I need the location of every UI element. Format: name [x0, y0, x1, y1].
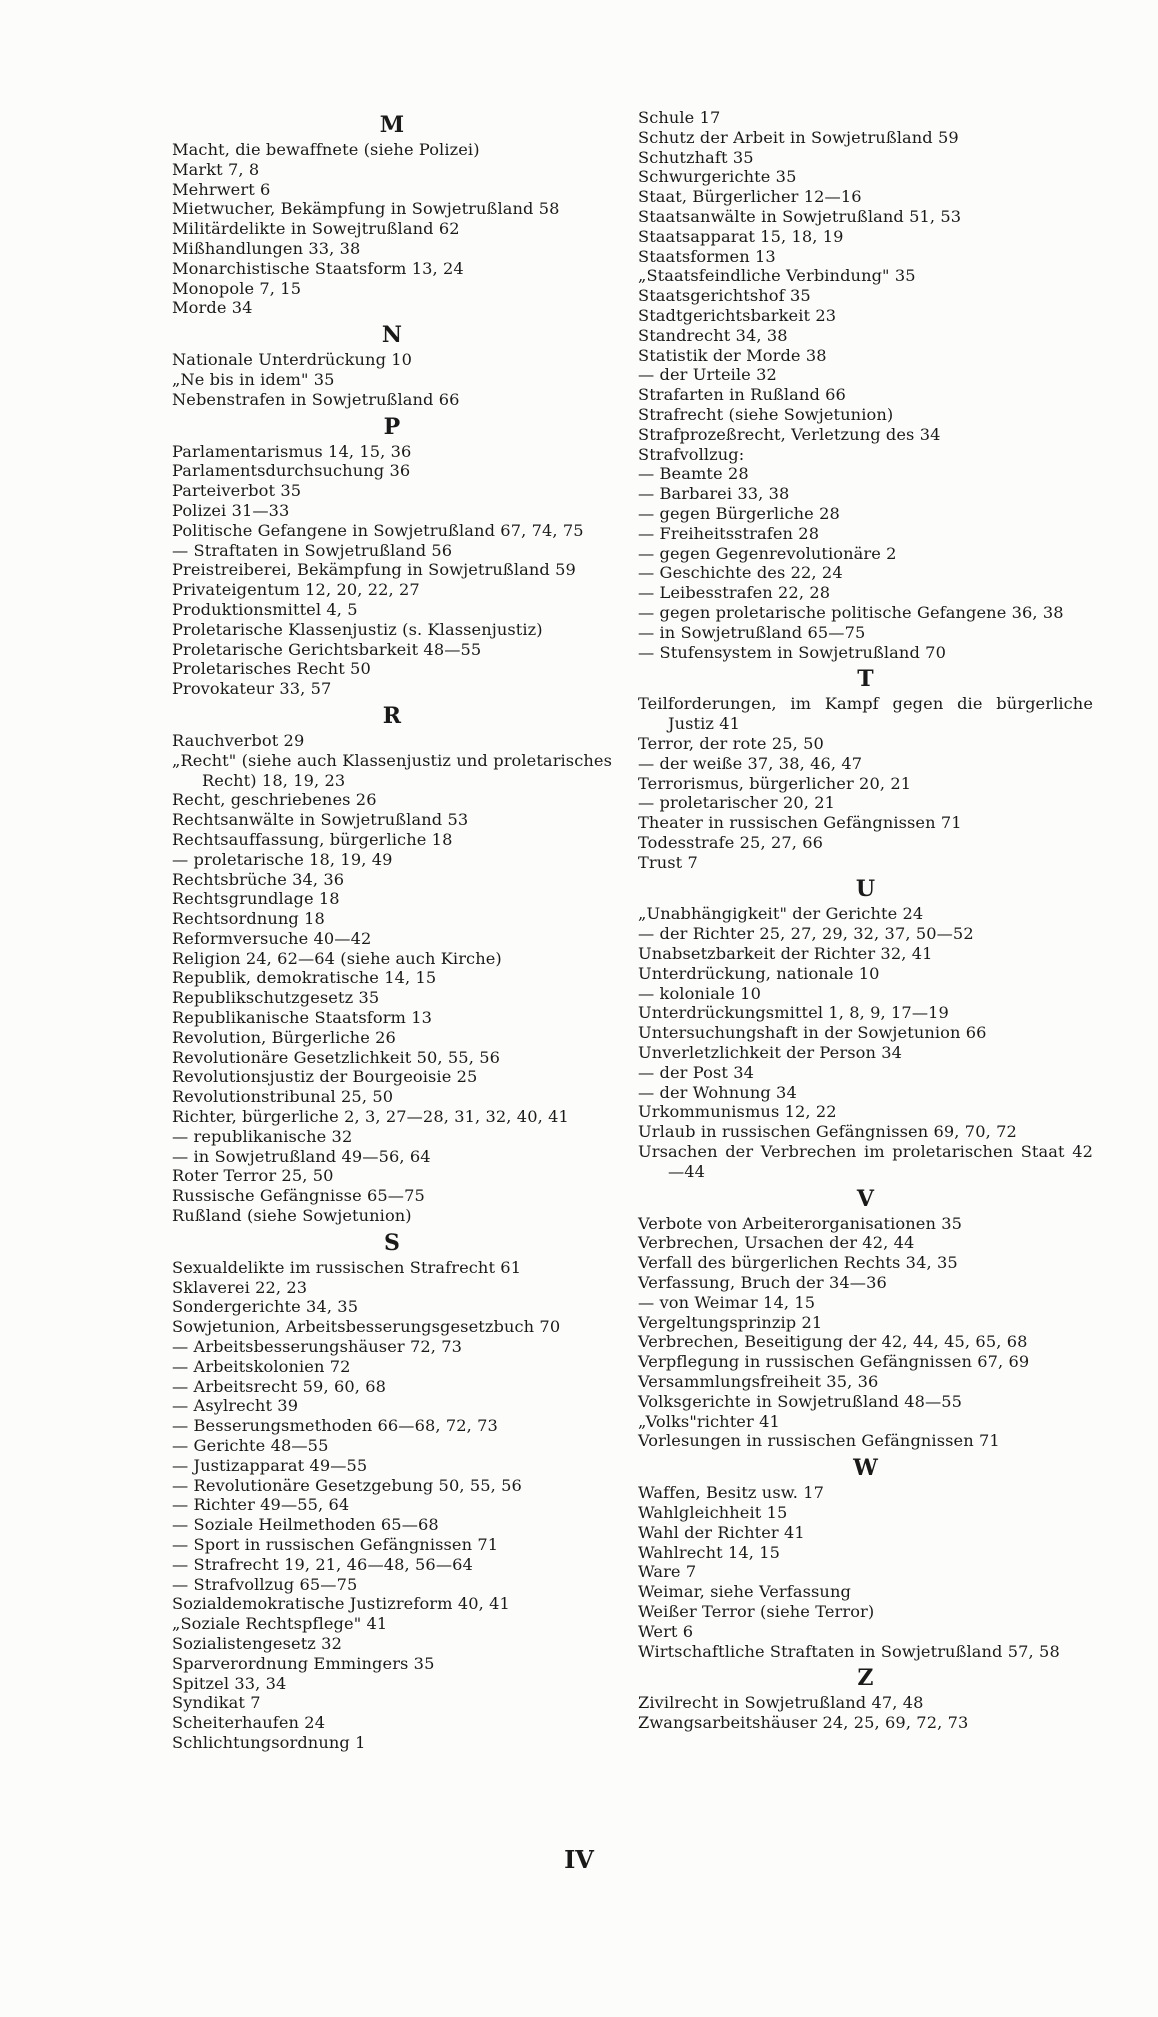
index-entry: Republikschutzgesetz 35: [172, 988, 380, 1008]
section-letter-heading: R: [382, 702, 402, 729]
index-entry: Parteiverbot 35: [172, 481, 302, 501]
index-entry: Ursachen der Verbrechen im proletarischen Staat 42—44: [638, 1142, 1093, 1181]
index-entry: — von Weimar 14, 15: [638, 1292, 816, 1312]
section-letter-heading: N: [381, 322, 403, 349]
index-entry: Rauchverbot 29: [172, 730, 305, 750]
index-entry: Sklaverei 22, 23: [172, 1277, 308, 1297]
index-entry: „Recht" (siehe auch Klassenjustiz und proletarisches Recht) 18, 19, 23: [172, 750, 612, 790]
index-entry: — Revolutionäre Gesetzgebung 50, 55, 56: [172, 1475, 522, 1495]
index-entry: Untersuchungshaft in der Sowjetunion 66: [638, 1023, 987, 1043]
index-entry: Russische Gefängnisse 65—75: [172, 1186, 425, 1206]
index-entry: Recht, geschriebenes 26: [172, 790, 377, 810]
index-entry: Terror, der rote 25, 50: [638, 733, 824, 753]
index-entry: Verfall des bürgerlichen Rechts 34, 35: [638, 1253, 958, 1273]
index-entry: — in Sowjetrußland 49—56, 64: [172, 1146, 431, 1166]
index-entry: Rechtsanwälte in Sowjetrußland 53: [172, 810, 469, 830]
index-entry: — Asylrecht 39: [172, 1396, 299, 1416]
index-entry: „Volks"richter 41: [638, 1411, 780, 1431]
index-entry: — gegen proletarische politische Gefangene 36, 38: [638, 602, 1064, 622]
index-entry: — der Wohnung 34: [638, 1082, 797, 1102]
index-entry: — proletarische 18, 19, 49: [172, 849, 393, 869]
index-entry: Staatsapparat 15, 18, 19: [638, 226, 844, 246]
index-entry: Unterdrückungsmittel 1, 8, 9, 17—19: [638, 1003, 949, 1023]
index-entry: Todesstrafe 25, 27, 66: [638, 832, 824, 852]
index-entry: Republikanische Staatsform 13: [172, 1008, 433, 1028]
index-entry: — Stufensystem in Sowjetrußland 70: [638, 642, 946, 662]
index-entry: Republik, demokratische 14, 15: [172, 968, 437, 988]
index-entry: Preistreiberei, Bekämpfung in Sowjetrußland 59: [172, 560, 576, 580]
index-entry: Rechtsauffassung, bürgerliche 18: [172, 829, 453, 849]
index-entry: Verfassung, Bruch der 34—36: [638, 1273, 887, 1293]
index-entry: Macht, die bewaffnete (siehe Polizei): [172, 140, 480, 159]
index-entry: Waffen, Besitz usw. 17: [638, 1483, 825, 1503]
index-entry: Staat, Bürgerlicher 12—16: [638, 187, 862, 207]
index-entry: Reformversuche 40—42: [172, 928, 372, 948]
index-entry: Statistik der Morde 38: [638, 345, 827, 365]
index-entry: Politische Gefangene in Sowjetrußland 67, 74, 75: [172, 520, 584, 540]
index-entry: Schutzhaft 35: [638, 147, 754, 167]
index-section: [172, 701, 612, 1226]
index-section: [172, 110, 612, 318]
index-column-right: [638, 108, 1093, 1733]
index-entry: — Arbeitskolonien 72: [172, 1356, 351, 1376]
index-entry: Roter Terror 25, 50: [172, 1166, 334, 1186]
index-entry: — Arbeitsrecht 59, 60, 68: [172, 1376, 387, 1396]
index-entry: Mietwucher, Bekämpfung in Sowjetrußland 58: [172, 199, 560, 219]
index-entry: Spitzel 33, 34: [172, 1673, 287, 1693]
section-letter-heading: W: [853, 1455, 878, 1482]
index-entry: Strafarten in Rußland 66: [638, 385, 846, 405]
index-entry: Parlamentsdurchsuchung 36: [172, 461, 411, 481]
index-entry: Religion 24, 62—64 (siehe auch Kirche): [172, 948, 502, 968]
index-entry: Sexualdelikte im russischen Strafrecht 61: [172, 1257, 522, 1277]
index-entry: Staatsanwälte in Sowjetrußland 51, 53: [638, 206, 962, 226]
index-entry: Stadtgerichtsbarkeit 23: [638, 305, 837, 325]
index-entry: — Arbeitsbesserungshäuser 72, 73: [172, 1337, 463, 1357]
index-entry: Nebenstrafen in Sowjetrußland 66: [172, 389, 460, 409]
index-section: [638, 664, 1093, 872]
index-entry: — Strafrecht 19, 21, 46—48, 56—64: [172, 1554, 473, 1574]
index-entry: Weißer Terror (siehe Terror): [638, 1601, 875, 1621]
index-entry: — Beamte 28: [638, 464, 749, 484]
index-entry: Weimar, siehe Verfassung: [638, 1582, 851, 1602]
index-entry: Wirtschaftliche Straftaten in Sowjetrußland 57, 58: [638, 1641, 1060, 1661]
index-entry: Monopole 7, 15: [172, 278, 302, 298]
section-letter-heading: V: [856, 1185, 875, 1212]
index-entry: Proletarische Gerichtsbarkeit 48—55: [172, 639, 482, 659]
index-entry: Strafvollzug:: [638, 444, 745, 464]
index-entry: Produktionsmittel 4, 5: [172, 599, 358, 619]
index-entry: Mehrwert 6: [172, 179, 271, 199]
index-entry: Rechtsbrüche 34, 36: [172, 869, 345, 889]
index-entry: — gegen Gegenrevolutionäre 2: [638, 543, 897, 563]
index-entry: Vergeltungsprinzip 21: [638, 1312, 823, 1332]
index-entry: — gegen Bürgerliche 28: [638, 503, 840, 523]
page-number: IV: [564, 1845, 594, 1874]
index-entry: Volksgerichte in Sowjetrußland 48—55: [638, 1391, 963, 1411]
index-entry: — Straftaten in Sowjetrußland 56: [172, 540, 453, 560]
index-entry: — Freiheitsstrafen 28: [638, 523, 820, 543]
index-entry: Revolution, Bürgerliche 26: [172, 1027, 396, 1047]
index-entry: — der weiße 37, 38, 46, 47: [638, 753, 863, 773]
index-entry: Strafrecht (siehe Sowjetunion): [638, 404, 894, 424]
index-entry: Strafprozeßrecht, Verletzung des 34: [638, 424, 941, 444]
index-entry: Rußland (siehe Sowjetunion): [172, 1206, 412, 1226]
index-entry: — Gerichte 48—55: [172, 1436, 329, 1456]
index-entry: Urkommunismus 12, 22: [638, 1102, 837, 1122]
index-entry: Standrecht 34, 38: [638, 325, 788, 345]
index-entry: Unterdrückung, nationale 10: [638, 963, 880, 983]
index-section: [172, 320, 612, 409]
index-entry: Sparverordnung Emmingers 35: [172, 1653, 435, 1673]
index-section: [172, 412, 612, 699]
index-entry: Privateigentum 12, 20, 22, 27: [172, 580, 420, 600]
index-entry: Unverletzlichkeit der Person 34: [638, 1043, 903, 1063]
index-entry: „Staatsfeindliche Verbindung" 35: [638, 266, 916, 286]
index-entry: Unabsetzbarkeit der Richter 32, 41: [638, 944, 933, 964]
index-entry: — republikanische 32: [172, 1126, 353, 1146]
index-entry: Ware 7: [638, 1562, 697, 1582]
index-entry: Schwurgerichte 35: [638, 167, 797, 187]
index-entry: Terrorismus, bürgerlicher 20, 21: [638, 773, 912, 793]
index-entry: Rechtsordnung 18: [172, 909, 325, 929]
index-entry: Morde 34: [172, 298, 253, 318]
index-entry: Syndikat 7: [172, 1693, 261, 1713]
index-entry: Vorlesungen in russischen Gefängnissen 71: [638, 1431, 1000, 1451]
index-entry: — Strafvollzug 65—75: [172, 1574, 358, 1594]
index-entry: Wahl der Richter 41: [638, 1522, 805, 1542]
index-entry: Scheiterhaufen 24: [172, 1713, 326, 1733]
index-entry: Parlamentarismus 14, 15, 36: [172, 441, 412, 461]
index-section: [638, 874, 1093, 1181]
index-entry: — in Sowjetrußland 65—75: [638, 622, 866, 642]
index-entry: Schule 17: [638, 108, 721, 127]
index-entry: „Ne bis in idem" 35: [172, 369, 335, 389]
index-entry: Rechtsgrundlage 18: [172, 889, 340, 909]
index-entry: Wahlgleichheit 15: [638, 1503, 788, 1522]
index-entry: Schlichtungsordnung 1: [172, 1732, 366, 1752]
section-letter-heading: S: [384, 1229, 400, 1256]
index-entry: — der Richter 25, 27, 29, 32, 37, 50—52: [638, 924, 974, 944]
index-entry: — Sport in russischen Gefängnissen 71: [172, 1535, 499, 1554]
section-letter-heading: M: [379, 112, 405, 138]
index-entry: — Soziale Heilmethoden 65—68: [172, 1515, 439, 1535]
index-entry: Verbote von Arbeiterorganisationen 35: [638, 1213, 963, 1233]
index-entry: Revolutionstribunal 25, 50: [172, 1087, 394, 1107]
index-entry: Trust 7: [638, 852, 698, 872]
index-entry: Richter, bürgerliche 2, 3, 27—28, 31, 32, 40, 41: [172, 1107, 569, 1127]
index-entry: Verpflegung in russischen Gefängnissen 67, 69: [638, 1352, 1030, 1372]
index-entry: — proletarischer 20, 21: [638, 793, 836, 813]
index-entry: Verbrechen, Beseitigung der 42, 44, 45, 65, 68: [638, 1332, 1028, 1352]
index-entry: Zwangsarbeitshäuser 24, 25, 69, 72, 73: [638, 1713, 969, 1733]
index-entry: — Besserungsmethoden 66—68, 72, 73: [172, 1416, 498, 1436]
index-entry: Urlaub in russischen Gefängnissen 69, 70, 72: [638, 1122, 1017, 1142]
section-letter-heading: T: [857, 666, 874, 693]
index-entry: — Leibesstrafen 22, 28: [638, 583, 831, 603]
index-entry: „Unabhängigkeit" der Gerichte 24: [638, 904, 924, 924]
index-section: [638, 1453, 1093, 1661]
index-entry: Schutz der Arbeit in Sowjetrußland 59: [638, 127, 959, 147]
index-entry: Revolutionäre Gesetzlichkeit 50, 55, 56: [172, 1047, 500, 1067]
index-entry: Staatsformen 13: [638, 246, 776, 266]
index-section: [172, 1228, 612, 1753]
index-section: [638, 1184, 1093, 1452]
index-entry: — koloniale 10: [638, 983, 761, 1003]
index-column-left: [172, 108, 612, 1753]
index-entry: Staatsgerichtshof 35: [638, 286, 811, 306]
index-entry: Teilforderungen, im Kampf gegen die bürgerliche Justiz 41: [638, 694, 1093, 734]
index-entry: Sozialdemokratische Justizreform 40, 41: [172, 1594, 510, 1614]
index-entry: — Justizapparat 49—55: [172, 1455, 368, 1475]
index-entry: Versammlungsfreiheit 35, 36: [638, 1372, 879, 1392]
section-letter-heading: Z: [857, 1665, 874, 1692]
index-entry: — der Urteile 32: [638, 365, 777, 385]
index-entry: Wert 6: [638, 1621, 694, 1641]
index-entry: — Geschichte des 22, 24: [638, 563, 843, 583]
index-entry: Zivilrecht in Sowjetrußland 47, 48: [638, 1693, 924, 1713]
index-entry: Proletarisches Recht 50: [172, 659, 371, 679]
index-entry: Theater in russischen Gefängnissen 71: [638, 813, 962, 833]
index-entry: Mißhandlungen 33, 38: [172, 238, 361, 258]
index-entry: — Barbarei 33, 38: [638, 484, 790, 504]
index-section: [638, 108, 1093, 662]
index-entry: Provokateur 33, 57: [172, 679, 332, 699]
index-entry: Monarchistische Staatsform 13, 24: [172, 258, 464, 278]
index-entry: Proletarische Klassenjustiz (s. Klassenjustiz): [172, 619, 543, 639]
index-section: [638, 1663, 1093, 1733]
section-letter-heading: P: [383, 413, 401, 440]
section-letter-heading: U: [855, 876, 876, 903]
index-entry: Revolutionsjustiz der Bourgeoisie 25: [172, 1067, 478, 1087]
index-entry: Wahlrecht 14, 15: [638, 1542, 781, 1562]
index-entry: Polizei 31—33: [172, 500, 290, 520]
index-entry: — Richter 49—55, 64: [172, 1495, 350, 1515]
index-entry: — der Post 34: [638, 1062, 754, 1082]
index-entry: Nationale Unterdrückung 10: [172, 350, 413, 370]
index-entry: „Soziale Rechtspflege" 41: [172, 1614, 388, 1634]
index-entry: Sowjetunion, Arbeitsbesserungsgesetzbuch 70: [172, 1317, 561, 1337]
index-entry: Sozialistengesetz 32: [172, 1633, 342, 1653]
index-entry: Militärdelikte in Sowejtrußland 62: [172, 219, 460, 239]
index-entry: Verbrechen, Ursachen der 42, 44: [638, 1233, 915, 1253]
index-entry: Markt 7, 8: [172, 159, 260, 179]
index-entry: Sondergerichte 34, 35: [172, 1297, 359, 1317]
